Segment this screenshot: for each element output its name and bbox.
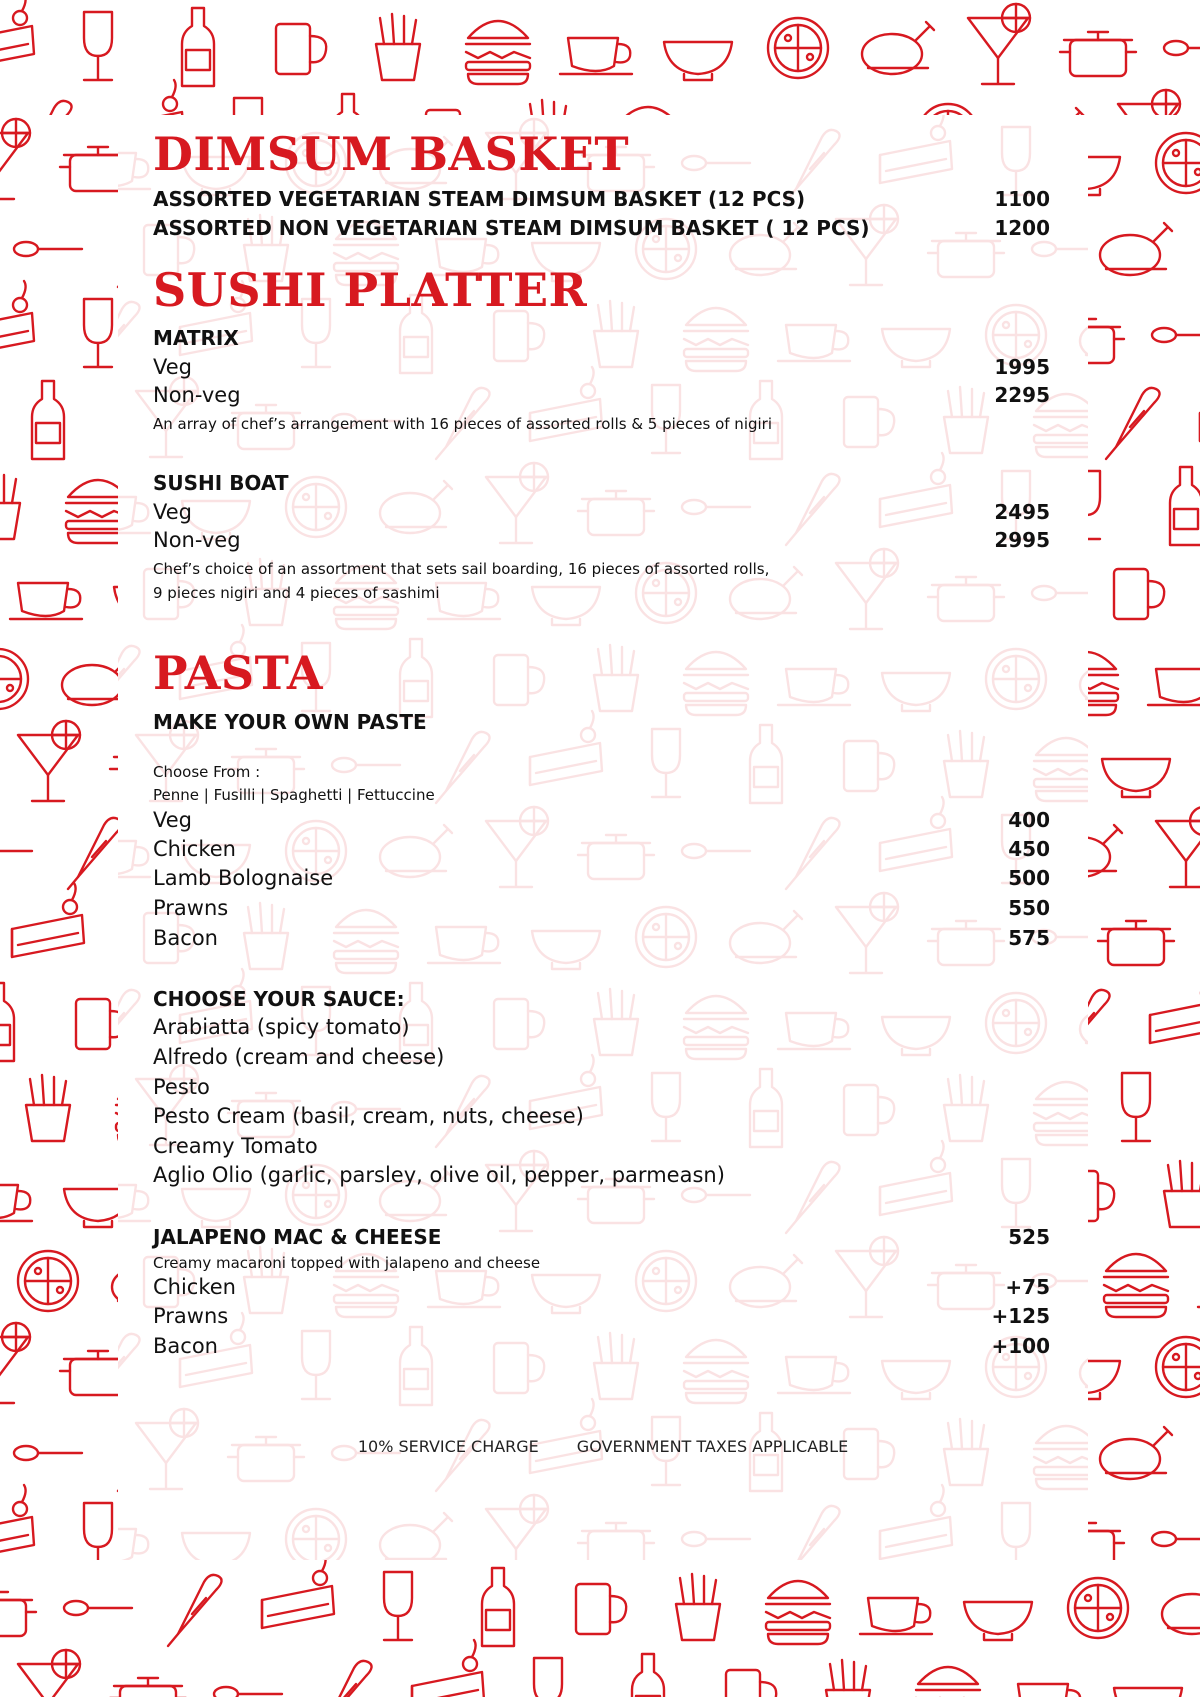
wine-glass-icon: [384, 1572, 412, 1640]
pizza-icon: [286, 1509, 346, 1560]
pasta-choices: Penne | Fusilli | Spaghetti | Fettuccine: [153, 786, 435, 804]
cooking-pot-icon: [1088, 1523, 1124, 1560]
cooking-pot-icon: [110, 749, 118, 793]
spoon-icon: [214, 1687, 282, 1697]
sauce-option: Alfredo (cream and cheese): [153, 1045, 445, 1069]
item-price: +75: [1005, 1275, 1050, 1299]
menu-item: [153, 866, 1050, 890]
item-name: Chicken: [153, 837, 236, 861]
mug-icon: [276, 24, 326, 74]
cake-icon: [530, 711, 602, 785]
border-pattern-left: [0, 115, 118, 1560]
tax-note: GOVERNMENT TAXES APPLICABLE: [576, 1437, 849, 1456]
pizza-icon: [1156, 1337, 1200, 1397]
burger-icon: [684, 652, 748, 715]
mug-icon: [494, 999, 544, 1049]
cake-icon: [0, 281, 34, 355]
item-description: An array of chef’s arrangement with 16 pieces of assorted rolls & 5 pieces of nigiri: [153, 415, 773, 433]
wine-glass-icon: [1002, 1503, 1030, 1560]
bowl-icon: [1102, 759, 1170, 797]
cake-icon: [880, 1141, 952, 1215]
sauce-option: Arabiatta (spicy tomato): [153, 1015, 410, 1039]
wine-glass-icon: [534, 1658, 562, 1697]
cocktail-icon: [0, 1323, 30, 1403]
teacup-icon: [1148, 669, 1200, 705]
roast-chicken-icon: [1100, 223, 1172, 275]
corn-dog-icon: [118, 646, 140, 717]
bottle-icon: [482, 1568, 514, 1646]
bowl-icon: [1088, 1361, 1120, 1399]
cooking-pot-icon: [1060, 32, 1136, 76]
menu-item: [153, 355, 1050, 379]
pizza-icon: [18, 1251, 78, 1311]
cocktail-icon: [18, 721, 80, 801]
cooking-pot-icon: [110, 1678, 186, 1697]
corn-dog-icon: [436, 732, 490, 803]
fries-icon: [526, 100, 570, 115]
roast-chicken-icon: [62, 653, 118, 705]
bottle-icon: [182, 8, 214, 86]
pizza-icon: [986, 993, 1046, 1053]
wine-glass-icon: [84, 12, 112, 80]
bottle-icon: [632, 1654, 664, 1697]
wine-glass-icon: [84, 299, 112, 367]
cake-icon: [530, 1399, 602, 1473]
item-name: Non-veg: [153, 528, 241, 552]
sauce-option: Creamy Tomato: [153, 1134, 318, 1158]
burger-icon: [1088, 652, 1118, 715]
cocktail-icon: [1156, 807, 1200, 887]
mug-icon: [844, 741, 894, 791]
item-price: 575: [1008, 926, 1050, 950]
corn-dog-icon: [118, 990, 140, 1061]
cake-icon: [1150, 969, 1200, 1043]
bowl-icon: [882, 1017, 950, 1055]
teacup-icon: [118, 1529, 150, 1560]
pizza-icon: [768, 18, 828, 78]
pizza-icon: [1068, 1578, 1128, 1638]
service-charge-note: 10% SERVICE CHARGE: [357, 1437, 539, 1456]
menu-item: [153, 926, 1050, 950]
cocktail-icon: [0, 119, 30, 199]
border-pattern-right: [1088, 115, 1200, 1560]
cocktail-icon: [486, 1495, 548, 1560]
bottle-icon: [332, 94, 364, 115]
teacup-icon: [560, 38, 632, 74]
cake-icon: [880, 115, 952, 183]
pizza-icon: [918, 104, 978, 115]
item-price: 1995: [994, 355, 1050, 379]
cooking-pot-icon: [578, 1523, 654, 1560]
fries-icon: [0, 473, 20, 539]
teacup-icon: [778, 1013, 850, 1049]
corn-dog-icon: [1088, 990, 1110, 1061]
cocktail-icon: [1118, 90, 1180, 115]
choose-from-label: Choose From :: [153, 763, 261, 781]
burger-icon: [1034, 738, 1088, 801]
item-name: ASSORTED VEGETARIAN STEAM DIMSUM BASKET (12 PCS): [153, 187, 806, 211]
menu-item: [153, 528, 1050, 552]
burger-icon: [1034, 1082, 1088, 1145]
item-price: +125: [991, 1304, 1050, 1328]
wine-glass-icon: [1122, 1073, 1150, 1141]
teacup-icon: [118, 153, 150, 189]
bottle-icon: [1170, 467, 1200, 545]
item-price: 525: [1008, 1225, 1050, 1249]
item-price: 2495: [994, 500, 1050, 524]
bowl-icon: [64, 1189, 118, 1227]
wine-glass-icon: [234, 98, 262, 115]
spoon-icon: [682, 156, 750, 170]
cooking-pot-icon: [1088, 319, 1124, 363]
corn-dog-icon: [118, 1334, 140, 1405]
spoon-icon: [64, 1601, 132, 1615]
item-description: Chef’s choice of an assortment that sets sail boarding, 16 pieces of assorted rolls,: [153, 560, 770, 578]
mug-icon: [494, 311, 544, 361]
teacup-icon: [778, 1357, 850, 1393]
item-price: 2995: [994, 528, 1050, 552]
cocktail-icon: [18, 1650, 80, 1697]
item-price: 1100: [994, 187, 1050, 211]
cooking-pot-icon: [60, 1351, 118, 1395]
cake-icon: [880, 1485, 952, 1559]
cocktail-icon: [836, 549, 898, 629]
food-icon-pattern: [0, 115, 118, 1560]
burger-icon: [466, 21, 530, 84]
burger-icon: [66, 480, 118, 543]
cake-icon: [0, 0, 34, 68]
menu-item: [153, 808, 1050, 832]
spoon-icon: [1152, 328, 1200, 342]
wine-glass-icon: [1002, 1159, 1030, 1227]
wine-glass-icon: [1088, 471, 1100, 539]
item-price: 400: [1008, 808, 1050, 832]
cooking-pot-icon: [928, 577, 1004, 621]
item-price: 1200: [994, 216, 1050, 240]
roast-chicken-icon: [1012, 108, 1084, 115]
teacup-icon: [1010, 1684, 1082, 1697]
border-pattern-top: [0, 0, 1200, 115]
item-name: Prawns: [153, 896, 229, 920]
fries-icon: [26, 1075, 70, 1141]
burger-icon: [1104, 1254, 1168, 1317]
roast-chicken-icon: [1080, 997, 1088, 1049]
spoon-icon: [1164, 41, 1200, 55]
item-name: Lamb Bolognaise: [153, 866, 334, 890]
roast-chicken-icon: [1088, 825, 1122, 877]
item-price: 550: [1008, 896, 1050, 920]
bowl-icon: [882, 1361, 950, 1399]
subheading-choose-sauce: CHOOSE YOUR SAUCE:: [153, 987, 405, 1011]
cooking-pot-icon: [60, 147, 118, 191]
item-price: +100: [991, 1334, 1050, 1358]
subheading-matrix: MATRIX: [153, 326, 239, 350]
subheading-sushi-boat: SUSHI BOAT: [153, 471, 289, 495]
menu-item: [153, 837, 1050, 861]
cake-icon: [0, 1485, 34, 1559]
menu-item: [153, 500, 1050, 524]
menu-item-addon: [153, 1334, 1050, 1358]
mug-icon: [1088, 1171, 1114, 1221]
cocktail-icon: [968, 4, 1030, 84]
burger-icon: [1034, 1426, 1088, 1489]
spoon-icon: [1032, 242, 1088, 256]
roast-chicken-icon: [1162, 1582, 1200, 1634]
section-title-sushi: SUSHI PLATTER: [153, 263, 588, 317]
spoon-icon: [682, 1188, 750, 1202]
section-title-pasta: PASTA: [153, 646, 324, 700]
roast-chicken-icon: [1100, 1427, 1172, 1479]
corn-dog-icon: [18, 101, 72, 115]
pizza-icon: [0, 649, 28, 709]
item-name: Veg: [153, 355, 192, 379]
menu-page: [118, 115, 1088, 1560]
pizza-icon: [1156, 133, 1200, 193]
sauce-option: Aglio Olio (garlic, parsley, olive oil, pepper, parmeasn): [153, 1163, 725, 1187]
fries-icon: [826, 1660, 870, 1697]
roast-chicken-icon: [1080, 309, 1088, 361]
menu-item: [153, 383, 1050, 407]
burger-icon: [616, 107, 680, 115]
item-name: Veg: [153, 500, 192, 524]
fries-icon: [676, 1574, 720, 1640]
item-description: Creamy macaroni topped with jalapeno and cheese: [153, 1254, 541, 1272]
fries-icon: [1164, 1161, 1200, 1227]
fries-icon: [594, 645, 638, 711]
bowl-icon: [182, 1189, 250, 1227]
teacup-icon: [0, 1185, 32, 1221]
item-price: 450: [1008, 837, 1050, 861]
item-description: 9 pieces nigiri and 4 pieces of sashimi: [153, 584, 440, 602]
teacup-icon: [10, 583, 82, 619]
menu-item-addon: [153, 1304, 1050, 1328]
menu-item-mac-cheese: [153, 1225, 1050, 1249]
roast-chicken-icon: [1080, 653, 1088, 705]
section-title-dimsum: DIMSUM BASKET: [153, 127, 630, 181]
item-name: Bacon: [153, 926, 218, 950]
bowl-icon: [664, 42, 732, 80]
menu-item-addon: [153, 1275, 1050, 1299]
sauce-option: Pesto: [153, 1075, 210, 1099]
mug-icon: [494, 655, 544, 705]
bottle-icon: [750, 725, 782, 803]
sauce-option: Pesto Cream (basil, cream, nuts, cheese): [153, 1104, 584, 1128]
wine-glass-icon: [1002, 127, 1030, 195]
item-name: Bacon: [153, 1334, 218, 1358]
bottle-icon: [750, 1069, 782, 1147]
cake-icon: [412, 1640, 484, 1697]
corn-dog-icon: [1106, 388, 1160, 459]
corn-dog-icon: [118, 302, 140, 373]
fries-icon: [944, 1075, 988, 1141]
corn-dog-icon: [786, 1506, 840, 1560]
fries-icon: [944, 731, 988, 797]
mug-icon: [1114, 569, 1164, 619]
cake-icon: [112, 80, 184, 115]
corn-dog-icon: [786, 1162, 840, 1233]
bowl-icon: [532, 587, 600, 625]
mug-icon: [844, 1085, 894, 1135]
pizza-icon: [986, 649, 1046, 709]
bottle-icon: [0, 983, 14, 1061]
bowl-icon: [1088, 157, 1120, 195]
cooking-pot-icon: [0, 1592, 36, 1636]
item-price: 500: [1008, 866, 1050, 890]
footer-notes: [118, 1437, 1088, 1456]
item-name: ASSORTED NON VEGETARIAN STEAM DIMSUM BASKET ( 12 PCS): [153, 216, 870, 240]
item-name: Veg: [153, 808, 192, 832]
fries-icon: [594, 989, 638, 1055]
border-pattern-bottom: [0, 1560, 1200, 1697]
mug-icon: [576, 1584, 626, 1634]
cake-icon: [12, 883, 84, 957]
bowl-icon: [182, 1533, 250, 1560]
teacup-icon: [118, 497, 150, 533]
subheading-make-your-own: MAKE YOUR OWN PASTE: [153, 710, 427, 734]
food-icon-pattern: [1088, 115, 1200, 1560]
fries-icon: [376, 14, 420, 80]
roast-chicken-icon: [862, 22, 934, 74]
spoon-icon: [682, 1532, 750, 1546]
spoon-icon: [14, 242, 82, 256]
teacup-icon: [860, 1598, 932, 1634]
mug-icon: [726, 1670, 776, 1697]
spoon-icon: [0, 844, 32, 858]
menu-item: [153, 187, 1050, 211]
bottle-icon: [32, 381, 64, 459]
item-name: Chicken: [153, 1275, 236, 1299]
teacup-icon: [118, 841, 150, 877]
corn-dog-icon: [68, 818, 118, 889]
bowl-icon: [1114, 1688, 1182, 1697]
spoon-icon: [1152, 1532, 1200, 1546]
food-icon-pattern: [0, 0, 1200, 115]
teacup-icon: [118, 1185, 150, 1221]
menu-item: [153, 216, 1050, 240]
spoon-icon: [14, 1446, 82, 1460]
roast-chicken-icon: [1080, 1341, 1088, 1393]
roast-chicken-icon: [380, 1513, 452, 1560]
item-name: Prawns: [153, 1304, 229, 1328]
bowl-icon: [964, 1602, 1032, 1640]
bottle-icon: [400, 639, 432, 717]
food-icon-pattern: [0, 1560, 1200, 1697]
wine-glass-icon: [652, 729, 680, 797]
item-name: Non-veg: [153, 383, 241, 407]
item-price: 2295: [994, 383, 1050, 407]
item-name: JALAPENO MAC & CHEESE: [153, 1225, 442, 1249]
mug-icon: [76, 999, 118, 1049]
wine-glass-icon: [652, 1073, 680, 1141]
wine-glass-icon: [84, 1503, 112, 1560]
cake-icon: [262, 1560, 334, 1628]
corn-dog-icon: [318, 1661, 372, 1697]
burger-icon: [916, 1667, 980, 1697]
spoon-icon: [1032, 586, 1088, 600]
menu-item: [153, 896, 1050, 920]
bowl-icon: [882, 673, 950, 711]
corn-dog-icon: [168, 1575, 222, 1646]
burger-icon: [684, 996, 748, 1059]
burger-icon: [766, 1581, 830, 1644]
spoon-icon: [332, 758, 400, 772]
cooking-pot-icon: [1098, 921, 1174, 965]
teacup-icon: [778, 669, 850, 705]
